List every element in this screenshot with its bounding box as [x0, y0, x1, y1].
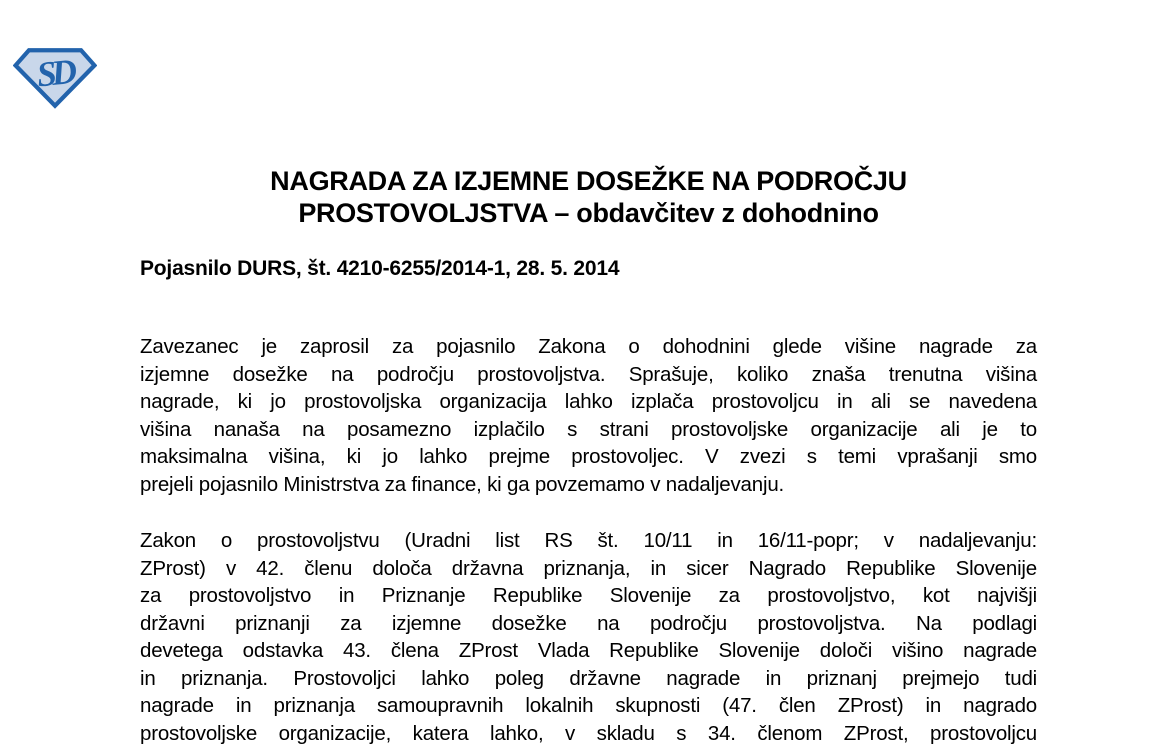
document-title — [140, 165, 1037, 229]
text-line: nagrade in priznanja samoupravnih lokalnih skupnosti (47. člen ZProst) in nagrado — [140, 692, 1037, 720]
document-reference: Pojasnilo DURS, št. 4210-6255/2014-1, 28. 5. 2014 — [140, 256, 1037, 282]
sd-shield-icon — [13, 47, 97, 109]
text-line: višina nanaša na posamezno izplačilo s strani prostovoljske organizacije ali je to — [140, 416, 1037, 444]
text-line: nagrade, ki jo prostovoljska organizacija lahko izplača prostovoljcu in ali se navedena — [140, 388, 1037, 416]
text-line: prejeli pojasnilo Ministrstva za finance, ki ga povzemamo v nadaljevanju. — [140, 471, 1037, 499]
text-line: Zavezanec je zaprosil za pojasnilo Zakona o dohodnini glede višine nagrade za — [140, 333, 1037, 361]
text-line: maksimalna višina, ki jo lahko prejme prostovoljec. V zvezi s temi vprašanji smo — [140, 443, 1037, 471]
title-line-1: NAGRADA ZA IZJEMNE DOSEŽKE NA PODROČJU — [140, 165, 1037, 197]
text-line: prostovoljske organizacije, katera lahko, v skladu s 34. členom ZProst, prostovoljcu — [140, 720, 1037, 747]
title-line-2: PROSTOVOLJSTVA – obdavčitev z dohodnino — [140, 197, 1037, 229]
text-line: Zakon o prostovoljstvu (Uradni list RS št. 10/11 in 16/11-popr; v nadaljevanju: — [140, 527, 1037, 555]
paragraph-1 — [140, 333, 1037, 498]
text-line: devetega odstavka 43. člena ZProst Vlada Republike Slovenije določi višino nagrade — [140, 637, 1037, 665]
logo-letters: SD — [35, 52, 78, 95]
text-line: državni priznanji za izjemne dosežke na področju prostovoljstva. Na podlagi — [140, 610, 1037, 638]
paragraph-2 — [140, 527, 1037, 747]
text-line: in priznanja. Prostovoljci lahko poleg državne nagrade in priznanj prejmejo tudi — [140, 665, 1037, 693]
text-line: za prostovoljstvo in Priznanje Republike Slovenije za prostovoljstvo, kot najvišji — [140, 582, 1037, 610]
sd-logo — [13, 47, 97, 109]
text-line: ZProst) v 42. členu določa državna priznanja, in sicer Nagrado Republike Slovenije — [140, 555, 1037, 583]
text-line: izjemne dosežke na področju prostovoljstva. Sprašuje, koliko znaša trenutna višina — [140, 361, 1037, 389]
